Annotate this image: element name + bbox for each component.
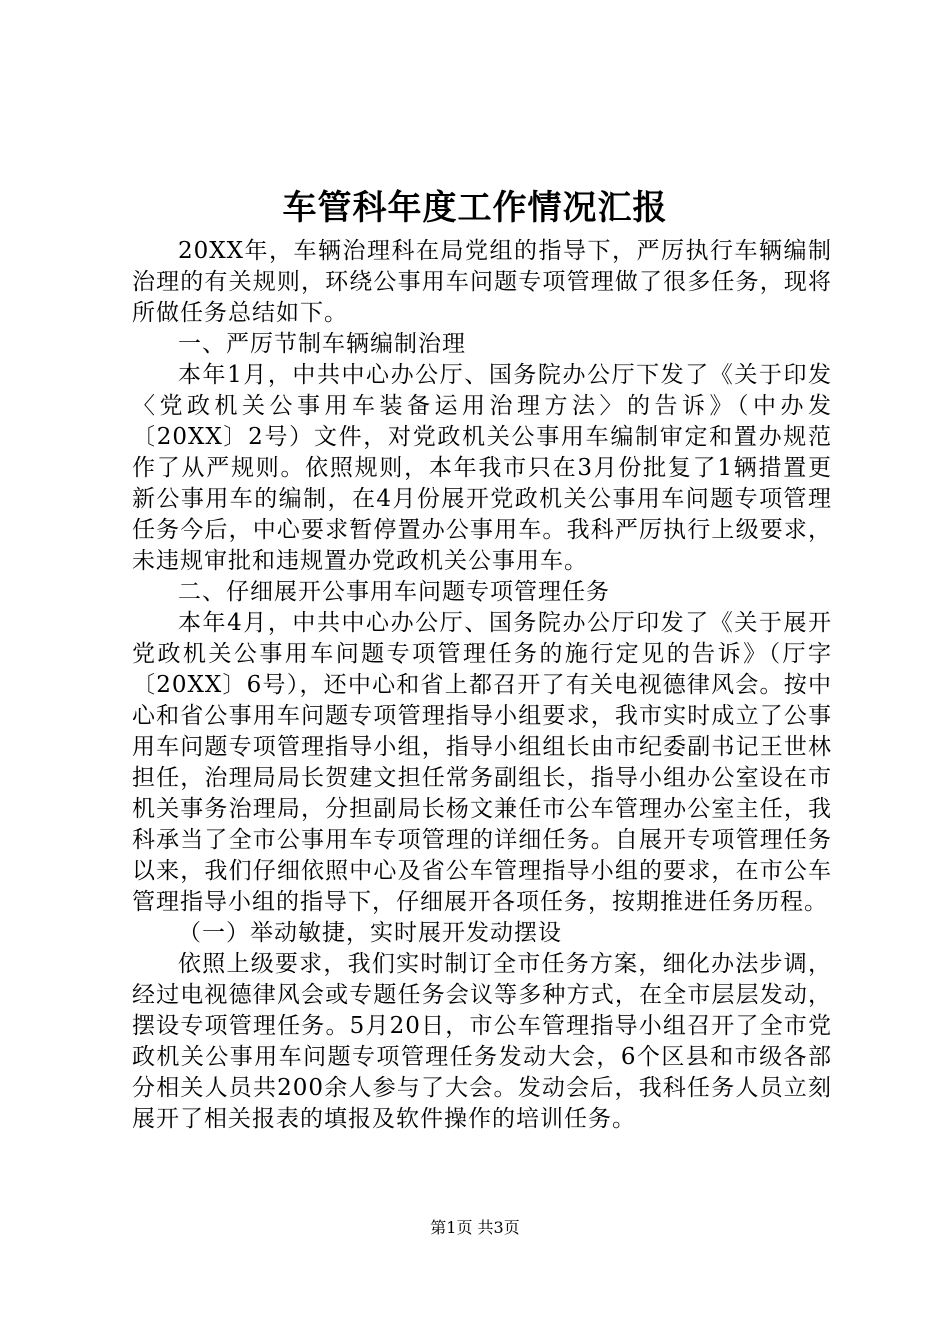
document-body (132, 236, 832, 1135)
section-heading-2: 二、仔细展开公事用车问题专项管理任务 (178, 579, 610, 605)
intro-paragraph: 20XX年，车辆治理科在局党组的指导下，严厉执行车辆编制治理的有关规则，环绕公事用车问题专项管理做了很多任务，现将所做任务总结如下。 (132, 238, 832, 326)
section-1-paragraph: 本年1月，中共中心办公厅、国务院办公厅下发了《关于印发〈党政机关公事用车装备运用治理方法〉的告诉》（中办发〔20XX〕2号）文件，对党政机关公事用车编制审定和置办规范作了从严规则。依照规则，本年我市只在3月份批复了1辆措置更新公事用车的编制，在4月份展开党政机关公事用车问题专项管理任务今后，中心要求暂停置办公事用车。我科严厉执行上级要求，未违规审批和违规置办党政机关公事用车。 (132, 362, 832, 574)
subsection-heading-1: （一）举动敏捷，实时展开发动摆设 (178, 920, 562, 946)
document-title: 车管科年度工作情况汇报 (282, 188, 668, 228)
subsection-1-paragraph: 依照上级要求，我们实时制订全市任务方案，细化办法步调，经过电视德律风会或专题任务会议等多种方式，在全市层层发动，摆设专项管理任务。5月20日，市公车管理指导小组召开了全市党政机关公事用车问题专项管理任务发动大会，6个区县和市级各部分相关人员共200余人参与了大会。发动会后，我科任务人员立刻展开了相关报表的填报及软件操作的培训任务。 (132, 951, 832, 1132)
page-footer: 第1页 共3页 (430, 1218, 520, 1237)
section-2-paragraph: 本年4月，中共中心办公厅、国务院办公厅印发了《关于展开党政机关公事用车问题专项管理任务的施行定见的告诉》（厅字〔20XX〕6号），还中心和省上都召开了有关电视德律风会。按中心和省公事用车问题专项管理指导小组要求，我市实时成立了公事用车问题专项管理指导小组，指导小组组长由市纪委副书记王世林担任，治理局局长贺建文担任常务副组长，指导小组办公室设在市机关事务治理局，分担副局长杨文兼任市公车管理办公室主任，我科承当了全市公事用车专项管理的详细任务。自展开专项管理任务以来，我们仔细依照中心及省公车管理指导小组的要求，在市公车管理指导小组的指导下，仔细展开各项任务，按期推进任务历程。 (132, 610, 832, 915)
section-heading-1: 一、严厉节制车辆编制治理 (178, 331, 466, 357)
